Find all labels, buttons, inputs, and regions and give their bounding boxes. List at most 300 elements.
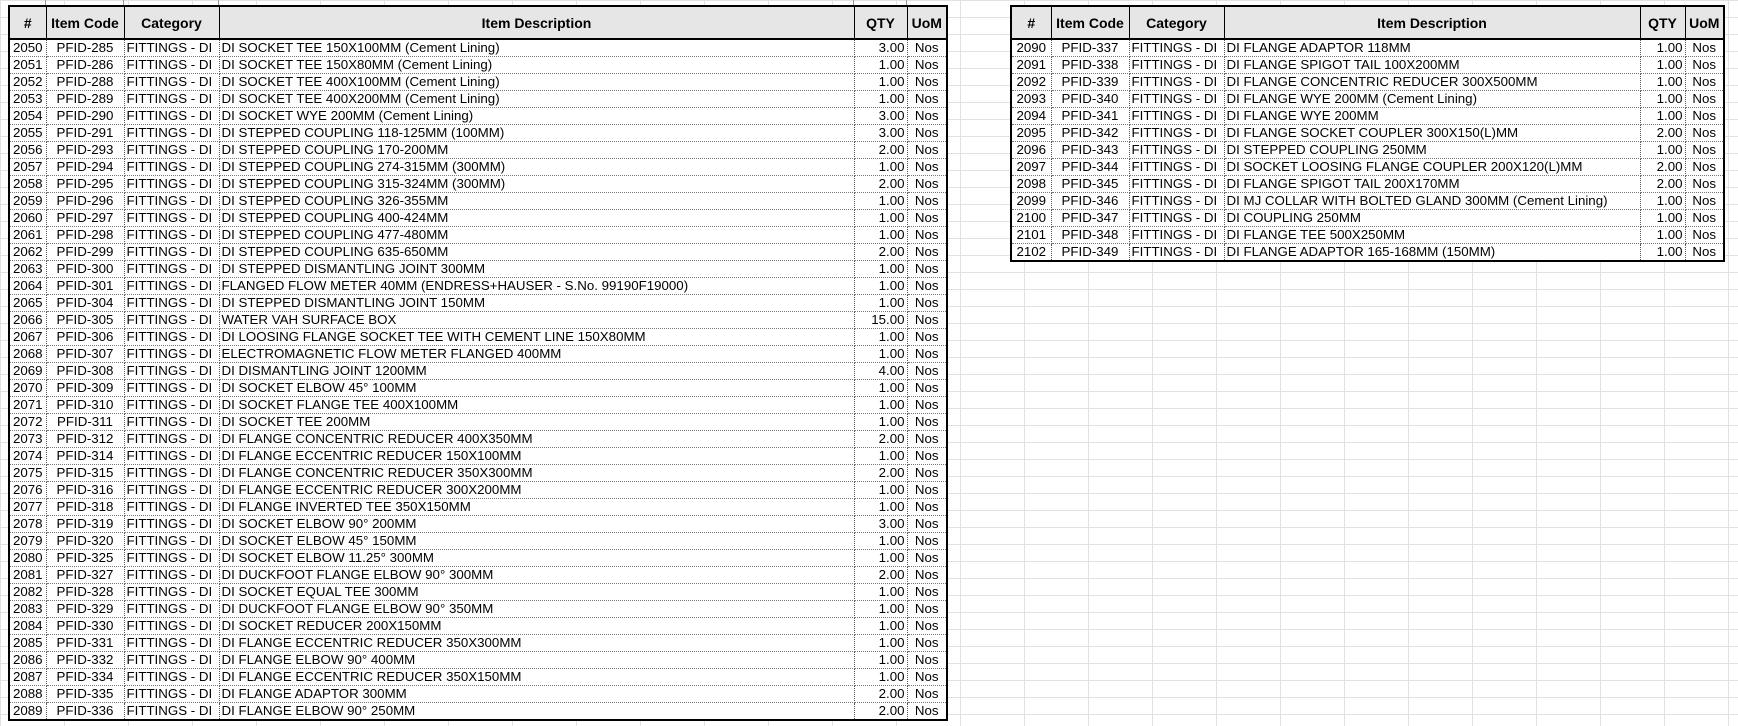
col-header-category[interactable]: Category <box>1129 6 1224 39</box>
cell-category[interactable]: FITTINGS - DI <box>1129 142 1224 159</box>
cell-item-description[interactable]: DI FLANGE TEE 500X250MM <box>1224 227 1640 244</box>
cell-category[interactable]: FITTINGS - DI <box>124 227 219 244</box>
cell-row-number[interactable]: 2071 <box>9 397 46 414</box>
cell-category[interactable]: FITTINGS - DI <box>124 482 219 499</box>
cell-qty[interactable]: 1.00 <box>854 482 907 499</box>
cell-item-code[interactable]: PFID-306 <box>46 329 124 346</box>
cell-item-code[interactable]: PFID-286 <box>46 57 124 74</box>
cell-item-description[interactable]: DI FLANGE SPIGOT TAIL 200X170MM <box>1224 176 1640 193</box>
cell-item-code[interactable]: PFID-318 <box>46 499 124 516</box>
cell-category[interactable]: FITTINGS - DI <box>124 39 219 57</box>
cell-category[interactable]: FITTINGS - DI <box>124 448 219 465</box>
cell-row-number[interactable]: 2054 <box>9 108 46 125</box>
cell-uom[interactable]: Nos <box>1685 142 1724 159</box>
cell-item-description[interactable]: DI SOCKET TEE 400X100MM (Cement Lining) <box>219 74 854 91</box>
cell-uom[interactable]: Nos <box>907 312 947 329</box>
cell-item-description[interactable]: DI FLANGE ADAPTOR 300MM <box>219 686 854 703</box>
cell-qty[interactable]: 1.00 <box>854 295 907 312</box>
cell-qty[interactable]: 1.00 <box>854 669 907 686</box>
cell-item-code[interactable]: PFID-299 <box>46 244 124 261</box>
cell-row-number[interactable]: 2066 <box>9 312 46 329</box>
cell-category[interactable]: FITTINGS - DI <box>124 125 219 142</box>
cell-item-description[interactable]: DI SOCKET ELBOW 90° 200MM <box>219 516 854 533</box>
cell-uom[interactable]: Nos <box>1685 210 1724 227</box>
cell-item-code[interactable]: PFID-311 <box>46 414 124 431</box>
cell-uom[interactable]: Nos <box>1685 57 1724 74</box>
cell-uom[interactable]: Nos <box>907 108 947 125</box>
cell-qty[interactable]: 2.00 <box>1640 125 1685 142</box>
cell-item-code[interactable]: PFID-289 <box>46 91 124 108</box>
col-header-num[interactable]: # <box>1011 6 1051 39</box>
cell-row-number[interactable]: 2076 <box>9 482 46 499</box>
cell-row-number[interactable]: 2100 <box>1011 210 1051 227</box>
cell-category[interactable]: FITTINGS - DI <box>124 295 219 312</box>
cell-item-description[interactable]: DI DUCKFOOT FLANGE ELBOW 90° 350MM <box>219 601 854 618</box>
cell-item-description[interactable]: FLANGED FLOW METER 40MM (ENDRESS+HAUSER - S.No. 99190F19000) <box>219 278 854 295</box>
cell-row-number[interactable]: 2073 <box>9 431 46 448</box>
cell-row-number[interactable]: 2057 <box>9 159 46 176</box>
cell-qty[interactable]: 2.00 <box>854 431 907 448</box>
cell-uom[interactable]: Nos <box>1685 39 1724 57</box>
col-header-item-code[interactable]: Item Code <box>46 6 124 39</box>
cell-uom[interactable]: Nos <box>907 669 947 686</box>
cell-row-number[interactable]: 2078 <box>9 516 46 533</box>
cell-category[interactable]: FITTINGS - DI <box>1129 74 1224 91</box>
cell-item-code[interactable]: PFID-340 <box>1051 91 1129 108</box>
cell-uom[interactable]: Nos <box>907 584 947 601</box>
cell-qty[interactable]: 2.00 <box>1640 159 1685 176</box>
cell-row-number[interactable]: 2092 <box>1011 74 1051 91</box>
cell-uom[interactable]: Nos <box>907 244 947 261</box>
cell-item-code[interactable]: PFID-344 <box>1051 159 1129 176</box>
cell-category[interactable]: FITTINGS - DI <box>124 329 219 346</box>
cell-row-number[interactable]: 2088 <box>9 686 46 703</box>
cell-qty[interactable]: 1.00 <box>854 261 907 278</box>
cell-uom[interactable]: Nos <box>907 159 947 176</box>
cell-row-number[interactable]: 2053 <box>9 91 46 108</box>
cell-qty[interactable]: 1.00 <box>854 346 907 363</box>
cell-row-number[interactable]: 2060 <box>9 210 46 227</box>
cell-uom[interactable]: Nos <box>907 261 947 278</box>
col-header-category[interactable]: Category <box>124 6 219 39</box>
cell-item-code[interactable]: PFID-294 <box>46 159 124 176</box>
cell-qty[interactable]: 1.00 <box>854 278 907 295</box>
cell-uom[interactable]: Nos <box>907 652 947 669</box>
cell-qty[interactable]: 1.00 <box>1640 227 1685 244</box>
cell-row-number[interactable]: 2090 <box>1011 39 1051 57</box>
cell-row-number[interactable]: 2102 <box>1011 244 1051 262</box>
cell-category[interactable]: FITTINGS - DI <box>124 431 219 448</box>
cell-item-code[interactable]: PFID-316 <box>46 482 124 499</box>
cell-item-description[interactable]: DI DISMANTLING JOINT 1200MM <box>219 363 854 380</box>
cell-qty[interactable]: 1.00 <box>854 499 907 516</box>
cell-item-code[interactable]: PFID-295 <box>46 176 124 193</box>
cell-category[interactable]: FITTINGS - DI <box>124 584 219 601</box>
cell-uom[interactable]: Nos <box>907 550 947 567</box>
cell-row-number[interactable]: 2059 <box>9 193 46 210</box>
cell-qty[interactable]: 1.00 <box>1640 244 1685 262</box>
cell-qty[interactable]: 1.00 <box>854 193 907 210</box>
cell-category[interactable]: FITTINGS - DI <box>124 533 219 550</box>
cell-qty[interactable]: 1.00 <box>854 397 907 414</box>
cell-row-number[interactable]: 2101 <box>1011 227 1051 244</box>
col-header-uom[interactable]: UoM <box>1685 6 1724 39</box>
cell-qty[interactable]: 2.00 <box>854 244 907 261</box>
cell-row-number[interactable]: 2081 <box>9 567 46 584</box>
cell-uom[interactable]: Nos <box>907 57 947 74</box>
cell-item-code[interactable]: PFID-308 <box>46 363 124 380</box>
cell-uom[interactable]: Nos <box>1685 227 1724 244</box>
cell-item-code[interactable]: PFID-314 <box>46 448 124 465</box>
cell-row-number[interactable]: 2097 <box>1011 159 1051 176</box>
cell-category[interactable]: FITTINGS - DI <box>124 567 219 584</box>
cell-row-number[interactable]: 2062 <box>9 244 46 261</box>
cell-uom[interactable]: Nos <box>1685 176 1724 193</box>
cell-item-description[interactable]: WATER VAH SURFACE BOX <box>219 312 854 329</box>
cell-row-number[interactable]: 2098 <box>1011 176 1051 193</box>
cell-item-description[interactable]: DI FLANGE SPIGOT TAIL 100X200MM <box>1224 57 1640 74</box>
cell-qty[interactable]: 2.00 <box>854 465 907 482</box>
cell-uom[interactable]: Nos <box>907 295 947 312</box>
cell-uom[interactable]: Nos <box>907 397 947 414</box>
cell-category[interactable]: FITTINGS - DI <box>124 703 219 721</box>
cell-uom[interactable]: Nos <box>907 363 947 380</box>
cell-category[interactable]: FITTINGS - DI <box>124 108 219 125</box>
cell-item-code[interactable]: PFID-348 <box>1051 227 1129 244</box>
cell-item-description[interactable]: DI FLANGE ADAPTOR 165-168MM (150MM) <box>1224 244 1640 262</box>
cell-row-number[interactable]: 2050 <box>9 39 46 57</box>
cell-qty[interactable]: 1.00 <box>1640 142 1685 159</box>
cell-row-number[interactable]: 2052 <box>9 74 46 91</box>
cell-category[interactable]: FITTINGS - DI <box>124 635 219 652</box>
cell-qty[interactable]: 2.00 <box>854 567 907 584</box>
cell-uom[interactable]: Nos <box>907 380 947 397</box>
cell-item-description[interactable]: DI SOCKET WYE 200MM (Cement Lining) <box>219 108 854 125</box>
cell-uom[interactable]: Nos <box>907 193 947 210</box>
cell-item-code[interactable]: PFID-301 <box>46 278 124 295</box>
cell-qty[interactable]: 1.00 <box>1640 108 1685 125</box>
cell-qty[interactable]: 1.00 <box>854 652 907 669</box>
cell-category[interactable]: FITTINGS - DI <box>1129 159 1224 176</box>
cell-item-code[interactable]: PFID-291 <box>46 125 124 142</box>
cell-qty[interactable]: 2.00 <box>1640 176 1685 193</box>
cell-item-code[interactable]: PFID-300 <box>46 261 124 278</box>
cell-item-code[interactable]: PFID-336 <box>46 703 124 721</box>
cell-item-code[interactable]: PFID-331 <box>46 635 124 652</box>
col-header-uom[interactable]: UoM <box>907 6 947 39</box>
cell-item-description[interactable]: DI SOCKET TEE 150X80MM (Cement Lining) <box>219 57 854 74</box>
cell-item-description[interactable]: DI FLANGE WYE 200MM (Cement Lining) <box>1224 91 1640 108</box>
cell-category[interactable]: FITTINGS - DI <box>124 346 219 363</box>
cell-item-code[interactable]: PFID-309 <box>46 380 124 397</box>
cell-row-number[interactable]: 2086 <box>9 652 46 669</box>
cell-uom[interactable]: Nos <box>907 227 947 244</box>
cell-row-number[interactable]: 2068 <box>9 346 46 363</box>
cell-item-code[interactable]: PFID-349 <box>1051 244 1129 262</box>
cell-item-code[interactable]: PFID-346 <box>1051 193 1129 210</box>
cell-uom[interactable]: Nos <box>907 142 947 159</box>
cell-category[interactable]: FITTINGS - DI <box>124 57 219 74</box>
cell-row-number[interactable]: 2075 <box>9 465 46 482</box>
cell-qty[interactable]: 1.00 <box>854 91 907 108</box>
cell-item-code[interactable]: PFID-345 <box>1051 176 1129 193</box>
cell-item-code[interactable]: PFID-290 <box>46 108 124 125</box>
cell-qty[interactable]: 2.00 <box>854 142 907 159</box>
cell-qty[interactable]: 1.00 <box>854 74 907 91</box>
cell-item-description[interactable]: DI STEPPED DISMANTLING JOINT 150MM <box>219 295 854 312</box>
cell-qty[interactable]: 2.00 <box>854 176 907 193</box>
cell-category[interactable]: FITTINGS - DI <box>1129 39 1224 57</box>
cell-item-code[interactable]: PFID-347 <box>1051 210 1129 227</box>
cell-item-description[interactable]: DI FLANGE WYE 200MM <box>1224 108 1640 125</box>
cell-qty[interactable]: 2.00 <box>854 686 907 703</box>
cell-qty[interactable]: 15.00 <box>854 312 907 329</box>
cell-row-number[interactable]: 2058 <box>9 176 46 193</box>
cell-uom[interactable]: Nos <box>1685 159 1724 176</box>
cell-uom[interactable]: Nos <box>1685 193 1724 210</box>
cell-qty[interactable]: 1.00 <box>854 550 907 567</box>
cell-qty[interactable]: 1.00 <box>854 159 907 176</box>
col-header-item-description[interactable]: Item Description <box>1224 6 1640 39</box>
cell-item-code[interactable]: PFID-285 <box>46 39 124 57</box>
cell-uom[interactable]: Nos <box>1685 91 1724 108</box>
cell-row-number[interactable]: 2064 <box>9 278 46 295</box>
cell-category[interactable]: FITTINGS - DI <box>1129 244 1224 262</box>
cell-row-number[interactable]: 2096 <box>1011 142 1051 159</box>
cell-item-description[interactable]: DI SOCKET ELBOW 45° 150MM <box>219 533 854 550</box>
cell-row-number[interactable]: 2091 <box>1011 57 1051 74</box>
cell-row-number[interactable]: 2070 <box>9 380 46 397</box>
cell-row-number[interactable]: 2061 <box>9 227 46 244</box>
cell-category[interactable]: FITTINGS - DI <box>124 278 219 295</box>
cell-row-number[interactable]: 2065 <box>9 295 46 312</box>
cell-uom[interactable]: Nos <box>907 74 947 91</box>
cell-uom[interactable]: Nos <box>907 176 947 193</box>
cell-category[interactable]: FITTINGS - DI <box>1129 108 1224 125</box>
cell-qty[interactable]: 1.00 <box>854 57 907 74</box>
cell-item-description[interactable]: DI FLANGE ECCENTRIC REDUCER 350X300MM <box>219 635 854 652</box>
cell-item-code[interactable]: PFID-307 <box>46 346 124 363</box>
cell-item-code[interactable]: PFID-315 <box>46 465 124 482</box>
cell-category[interactable]: FITTINGS - DI <box>124 193 219 210</box>
cell-item-description[interactable]: DI SOCKET REDUCER 200X150MM <box>219 618 854 635</box>
cell-category[interactable]: FITTINGS - DI <box>124 499 219 516</box>
cell-qty[interactable]: 1.00 <box>1640 39 1685 57</box>
cell-row-number[interactable]: 2099 <box>1011 193 1051 210</box>
cell-qty[interactable]: 1.00 <box>1640 74 1685 91</box>
cell-uom[interactable]: Nos <box>907 482 947 499</box>
cell-row-number[interactable]: 2072 <box>9 414 46 431</box>
cell-uom[interactable]: Nos <box>907 465 947 482</box>
cell-item-code[interactable]: PFID-319 <box>46 516 124 533</box>
cell-row-number[interactable]: 2067 <box>9 329 46 346</box>
col-header-qty[interactable]: QTY <box>854 6 907 39</box>
cell-uom[interactable]: Nos <box>907 635 947 652</box>
cell-qty[interactable]: 4.00 <box>854 363 907 380</box>
cell-uom[interactable]: Nos <box>907 516 947 533</box>
cell-item-description[interactable]: DI FLANGE INVERTED TEE 350X150MM <box>219 499 854 516</box>
cell-item-description[interactable]: DI MJ COLLAR WITH BOLTED GLAND 300MM (Cement Lining) <box>1224 193 1640 210</box>
cell-item-description[interactable]: DI LOOSING FLANGE SOCKET TEE WITH CEMENT LINE 150X80MM <box>219 329 854 346</box>
cell-category[interactable]: FITTINGS - DI <box>1129 125 1224 142</box>
cell-category[interactable]: FITTINGS - DI <box>124 618 219 635</box>
cell-row-number[interactable]: 2077 <box>9 499 46 516</box>
cell-uom[interactable]: Nos <box>907 414 947 431</box>
cell-item-code[interactable]: PFID-297 <box>46 210 124 227</box>
cell-item-description[interactable]: DI STEPPED COUPLING 315-324MM (300MM) <box>219 176 854 193</box>
cell-item-code[interactable]: PFID-338 <box>1051 57 1129 74</box>
cell-item-code[interactable]: PFID-305 <box>46 312 124 329</box>
cell-category[interactable]: FITTINGS - DI <box>124 652 219 669</box>
cell-item-code[interactable]: PFID-329 <box>46 601 124 618</box>
cell-row-number[interactable]: 2089 <box>9 703 46 721</box>
cell-uom[interactable]: Nos <box>1685 244 1724 262</box>
cell-qty[interactable]: 1.00 <box>854 414 907 431</box>
cell-qty[interactable]: 1.00 <box>854 584 907 601</box>
cell-item-code[interactable]: PFID-296 <box>46 193 124 210</box>
cell-uom[interactable]: Nos <box>907 567 947 584</box>
cell-item-description[interactable]: DI DUCKFOOT FLANGE ELBOW 90° 300MM <box>219 567 854 584</box>
cell-row-number[interactable]: 2095 <box>1011 125 1051 142</box>
cell-qty[interactable]: 3.00 <box>854 39 907 57</box>
cell-item-description[interactable]: DI FLANGE CONCENTRIC REDUCER 300X500MM <box>1224 74 1640 91</box>
cell-item-description[interactable]: DI SOCKET LOOSING FLANGE COUPLER 200X120(L)MM <box>1224 159 1640 176</box>
cell-uom[interactable]: Nos <box>907 278 947 295</box>
cell-category[interactable]: FITTINGS - DI <box>124 465 219 482</box>
cell-uom[interactable]: Nos <box>907 210 947 227</box>
cell-item-code[interactable]: PFID-304 <box>46 295 124 312</box>
cell-category[interactable]: FITTINGS - DI <box>124 210 219 227</box>
cell-uom[interactable]: Nos <box>907 618 947 635</box>
cell-item-description[interactable]: DI SOCKET ELBOW 45° 100MM <box>219 380 854 397</box>
cell-qty[interactable]: 1.00 <box>1640 57 1685 74</box>
cell-category[interactable]: FITTINGS - DI <box>1129 210 1224 227</box>
cell-uom[interactable]: Nos <box>907 499 947 516</box>
cell-qty[interactable]: 1.00 <box>1640 210 1685 227</box>
cell-item-code[interactable]: PFID-328 <box>46 584 124 601</box>
cell-qty[interactable]: 3.00 <box>854 125 907 142</box>
cell-item-description[interactable]: DI STEPPED COUPLING 274-315MM (300MM) <box>219 159 854 176</box>
cell-item-description[interactable]: DI STEPPED COUPLING 477-480MM <box>219 227 854 244</box>
cell-uom[interactable]: Nos <box>907 431 947 448</box>
cell-uom[interactable]: Nos <box>907 39 947 57</box>
cell-qty[interactable]: 1.00 <box>854 210 907 227</box>
cell-item-description[interactable]: DI FLANGE ELBOW 90° 250MM <box>219 703 854 721</box>
cell-row-number[interactable]: 2084 <box>9 618 46 635</box>
cell-item-description[interactable]: DI SOCKET TEE 200MM <box>219 414 854 431</box>
cell-item-code[interactable]: PFID-342 <box>1051 125 1129 142</box>
cell-category[interactable]: FITTINGS - DI <box>124 686 219 703</box>
cell-category[interactable]: FITTINGS - DI <box>1129 91 1224 108</box>
cell-row-number[interactable]: 2094 <box>1011 108 1051 125</box>
cell-qty[interactable]: 1.00 <box>854 380 907 397</box>
cell-qty[interactable]: 1.00 <box>1640 193 1685 210</box>
cell-item-description[interactable]: DI SOCKET TEE 150X100MM (Cement Lining) <box>219 39 854 57</box>
cell-row-number[interactable]: 2051 <box>9 57 46 74</box>
cell-uom[interactable]: Nos <box>907 448 947 465</box>
cell-item-code[interactable]: PFID-337 <box>1051 39 1129 57</box>
col-header-item-description[interactable]: Item Description <box>219 6 854 39</box>
cell-qty[interactable]: 1.00 <box>854 227 907 244</box>
col-header-qty[interactable]: QTY <box>1640 6 1685 39</box>
cell-uom[interactable]: Nos <box>1685 125 1724 142</box>
cell-item-description[interactable]: DI FLANGE ECCENTRIC REDUCER 350X150MM <box>219 669 854 686</box>
cell-category[interactable]: FITTINGS - DI <box>124 397 219 414</box>
cell-qty[interactable]: 1.00 <box>854 448 907 465</box>
cell-category[interactable]: FITTINGS - DI <box>124 516 219 533</box>
cell-qty[interactable]: 1.00 <box>854 618 907 635</box>
cell-row-number[interactable]: 2083 <box>9 601 46 618</box>
cell-item-code[interactable]: PFID-325 <box>46 550 124 567</box>
cell-item-description[interactable]: DI STEPPED COUPLING 118-125MM (100MM) <box>219 125 854 142</box>
cell-uom[interactable]: Nos <box>907 686 947 703</box>
cell-item-description[interactable]: DI STEPPED DISMANTLING JOINT 300MM <box>219 261 854 278</box>
cell-category[interactable]: FITTINGS - DI <box>124 380 219 397</box>
cell-item-description[interactable]: DI STEPPED COUPLING 170-200MM <box>219 142 854 159</box>
cell-qty[interactable]: 1.00 <box>854 635 907 652</box>
cell-uom[interactable]: Nos <box>907 533 947 550</box>
cell-category[interactable]: FITTINGS - DI <box>124 414 219 431</box>
cell-uom[interactable]: Nos <box>907 703 947 721</box>
cell-item-description[interactable]: DI FLANGE ECCENTRIC REDUCER 300X200MM <box>219 482 854 499</box>
cell-category[interactable]: FITTINGS - DI <box>124 176 219 193</box>
cell-item-code[interactable]: PFID-293 <box>46 142 124 159</box>
cell-item-description[interactable]: DI FLANGE SOCKET COUPLER 300X150(L)MM <box>1224 125 1640 142</box>
cell-item-code[interactable]: PFID-334 <box>46 669 124 686</box>
cell-category[interactable]: FITTINGS - DI <box>124 601 219 618</box>
cell-item-code[interactable]: PFID-298 <box>46 227 124 244</box>
cell-category[interactable]: FITTINGS - DI <box>124 159 219 176</box>
cell-qty[interactable]: 1.00 <box>1640 91 1685 108</box>
cell-category[interactable]: FITTINGS - DI <box>1129 57 1224 74</box>
cell-category[interactable]: FITTINGS - DI <box>124 74 219 91</box>
cell-item-code[interactable]: PFID-332 <box>46 652 124 669</box>
cell-category[interactable]: FITTINGS - DI <box>124 142 219 159</box>
cell-category[interactable]: FITTINGS - DI <box>124 261 219 278</box>
cell-category[interactable]: FITTINGS - DI <box>124 91 219 108</box>
cell-item-code[interactable]: PFID-335 <box>46 686 124 703</box>
cell-category[interactable]: FITTINGS - DI <box>124 244 219 261</box>
cell-qty[interactable]: 3.00 <box>854 516 907 533</box>
cell-item-description[interactable]: DI COUPLING 250MM <box>1224 210 1640 227</box>
cell-item-description[interactable]: DI STEPPED COUPLING 326-355MM <box>219 193 854 210</box>
cell-item-code[interactable]: PFID-320 <box>46 533 124 550</box>
cell-category[interactable]: FITTINGS - DI <box>124 312 219 329</box>
cell-row-number[interactable]: 2082 <box>9 584 46 601</box>
cell-item-description[interactable]: DI FLANGE ELBOW 90° 400MM <box>219 652 854 669</box>
cell-item-description[interactable]: ELECTROMAGNETIC FLOW METER FLANGED 400MM <box>219 346 854 363</box>
cell-item-code[interactable]: PFID-312 <box>46 431 124 448</box>
cell-row-number[interactable]: 2093 <box>1011 91 1051 108</box>
col-header-item-code[interactable]: Item Code <box>1051 6 1129 39</box>
cell-item-description[interactable]: DI SOCKET EQUAL TEE 300MM <box>219 584 854 601</box>
cell-item-description[interactable]: DI STEPPED COUPLING 250MM <box>1224 142 1640 159</box>
cell-item-description[interactable]: DI SOCKET TEE 400X200MM (Cement Lining) <box>219 91 854 108</box>
cell-item-code[interactable]: PFID-343 <box>1051 142 1129 159</box>
cell-category[interactable]: FITTINGS - DI <box>1129 227 1224 244</box>
cell-row-number[interactable]: 2055 <box>9 125 46 142</box>
cell-qty[interactable]: 1.00 <box>854 533 907 550</box>
cell-item-code[interactable]: PFID-341 <box>1051 108 1129 125</box>
cell-category[interactable]: FITTINGS - DI <box>124 669 219 686</box>
cell-uom[interactable]: Nos <box>907 91 947 108</box>
cell-uom[interactable]: Nos <box>907 346 947 363</box>
cell-item-code[interactable]: PFID-288 <box>46 74 124 91</box>
cell-category[interactable]: FITTINGS - DI <box>1129 176 1224 193</box>
cell-item-description[interactable]: DI STEPPED COUPLING 635-650MM <box>219 244 854 261</box>
cell-row-number[interactable]: 2085 <box>9 635 46 652</box>
cell-item-description[interactable]: DI FLANGE CONCENTRIC REDUCER 400X350MM <box>219 431 854 448</box>
